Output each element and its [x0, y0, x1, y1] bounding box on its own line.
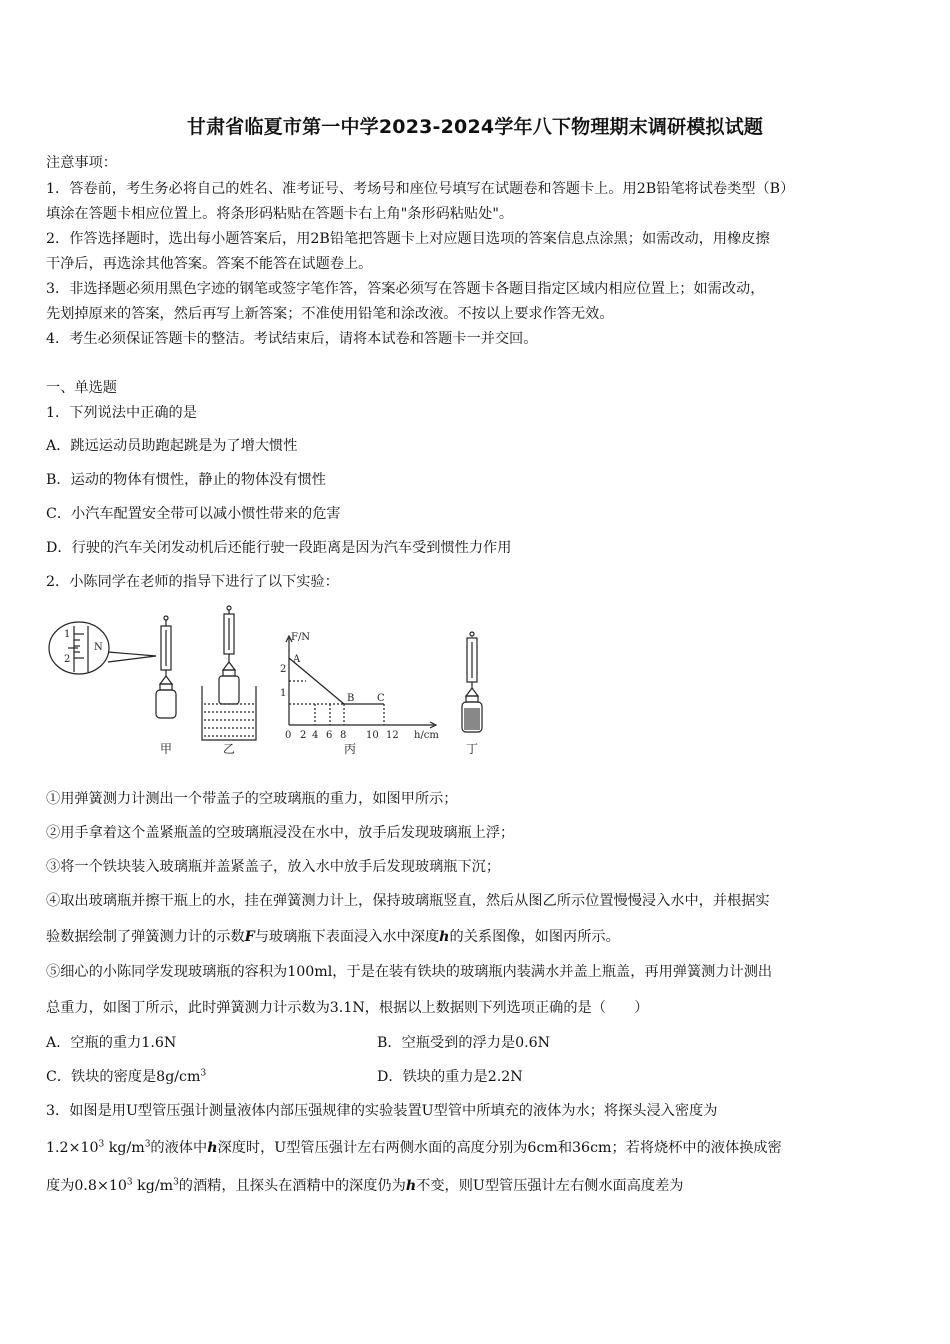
- graph-xtick: 10: [366, 730, 379, 741]
- spring-scale-ding: [462, 632, 482, 732]
- graph-point-b: B: [347, 693, 355, 704]
- q2-step-5: ⑤细心的小陈同学发现玻璃瓶的容积为100ml，于是在装有铁块的玻璃瓶内装满水并盖上瓶盖，再用弹簧测力计测出: [46, 964, 773, 980]
- q2-step-5-continued: 总重力，如图丁所示，此时弹簧测力计示数为3.1N，根据以上数据则下列选项正确的是（ ）: [46, 1000, 649, 1016]
- graph-ytick-2: 2: [280, 664, 287, 675]
- experiment-figure: [44, 600, 514, 770]
- q3-line-1: 3．如图是用U型管压强计测量液体内部压强规律的实验装置U型管中所填充的液体为水；将探头浸入密度为: [46, 1103, 718, 1119]
- q2-option-c: C．铁块的密度是$8g/cm^3$: [46, 1068, 207, 1085]
- q2-option-b: B．空瓶受到的浮力是0.6N: [377, 1035, 551, 1051]
- q1-option-d: D．行驶的汽车关闭发动机后还能行驶一段距离是因为汽车受到惯性力作用: [46, 540, 512, 556]
- page-title: 甘肃省临夏市第一中学2023-2024学年八下物理期末调研模拟试题: [186, 116, 764, 138]
- q1-stem: 1．下列说法中正确的是: [46, 405, 197, 421]
- section-heading: 一、单选题: [46, 380, 117, 396]
- q1-option-b: B．运动的物体有惯性，静止的物体没有惯性: [46, 472, 326, 488]
- force-depth-graph: [280, 632, 439, 741]
- graph-point-c: C: [377, 693, 385, 704]
- notice-line: 填涂在答题卡相应位置上。将条形码粘贴在答题卡右上角"条形码粘贴处"。: [46, 206, 514, 222]
- magnified-scale-illustration: [49, 622, 156, 674]
- graph-ylabel: F/N: [291, 632, 311, 643]
- graph-xtick: 6: [326, 730, 333, 741]
- graph-xlabel: h/cm: [414, 730, 439, 741]
- q2-option-a: A．空瓶的重力1.6N: [46, 1035, 177, 1051]
- spring-scale-yi: [202, 606, 256, 740]
- figure-label-yi: 乙: [223, 742, 236, 756]
- graph-xtick: 12: [386, 730, 399, 741]
- scale-unit: N: [94, 642, 103, 653]
- q2-step-4-continued: 验数据绘制了弹簧测力计的示数F与玻璃瓶下表面浸入水中深度h的关系图像，如图丙所示。: [46, 929, 620, 945]
- q2-step-2: ②用手拿着这个盖紧瓶盖的空玻璃瓶浸没在水中，放手后发现玻璃瓶上浮；: [46, 825, 515, 841]
- q2-option-d: D．铁块的重力是2.2N: [377, 1069, 523, 1085]
- graph-xtick: 0: [285, 730, 292, 741]
- q1-option-c: C．小汽车配置安全带可以减小惯性带来的危害: [46, 506, 341, 522]
- graph-xtick: 4: [312, 730, 319, 741]
- q2-step-1: ①用弹簧测力计测出一个带盖子的空玻璃瓶的重力，如图甲所示；: [46, 791, 458, 807]
- scale-mark-2: 2: [64, 654, 71, 665]
- notice-line: 3．非选择题必须用黑色字迹的钢笔或签字笔作答，答案必须写在答题卡各题目指定区域内相应位置上；如需改动，: [46, 281, 765, 297]
- notice-line: 4．考生必须保证答题卡的整洁。考试结束后，请将本试卷和答题卡一并交回。: [46, 331, 538, 347]
- q1-option-a: A．跳远运动员助跑起跳是为了增大惯性: [46, 438, 298, 454]
- figure-label-ding: 丁: [466, 742, 479, 756]
- notice-line: 1．答卷前，考生务必将自己的姓名、准考证号、考场号和座位号填写在试题卷和答题卡上。用2B铅笔将试卷类型（B）: [46, 181, 795, 197]
- graph-xtick: 2: [300, 730, 307, 741]
- notice-heading: 注意事项：: [46, 155, 117, 171]
- figure-label-jia: 甲: [160, 742, 173, 756]
- q2-step-4: ④取出玻璃瓶并擦干瓶上的水，挂在弹簧测力计上，保持玻璃瓶竖直，然后从图乙所示位置慢慢浸入水中，并根据实: [46, 893, 770, 909]
- scale-mark-1: 1: [64, 629, 71, 640]
- q3-line-3: 度为$0.8\times 10^3$ $kg/m^3$的酒精，且探头在酒精中的深度仍为h不变，则U型管压强计左右侧水面高度差为: [46, 1177, 684, 1194]
- graph-point-a: A: [293, 654, 301, 665]
- notice-line: 干净后，再选涂其他答案。答案不能答在试题卷上。: [46, 256, 373, 272]
- figure-label-bing: 丙: [344, 742, 357, 756]
- q2-step-3: ③将一个铁块装入玻璃瓶并盖紧盖子，放入水中放手后发现玻璃瓶下沉；: [46, 859, 501, 875]
- q3-line-2: $1.2\times 10^3$ $kg/m^3$的液体中h深度时，U型管压强计左右两侧水面的高度分别为6cm和36cm；若将烧杯中的液体换成密: [46, 1139, 782, 1156]
- spring-scale-jia: [156, 616, 176, 718]
- notice-line: 先划掉原来的答案，然后再写上新答案；不准使用铅笔和涂改液。不按以上要求作答无效。: [46, 306, 614, 322]
- q2-stem: 2．小陈同学在老师的指导下进行了以下实验：: [46, 574, 339, 590]
- graph-xtick: 8: [340, 730, 347, 741]
- graph-ytick-1: 1: [280, 688, 287, 699]
- notice-line: 2．作答选择题时，选出每小题答案后，用2B铅笔把答题卡上对应题目选项的答案信息点涂黑；如需改动，用橡皮擦: [46, 231, 770, 247]
